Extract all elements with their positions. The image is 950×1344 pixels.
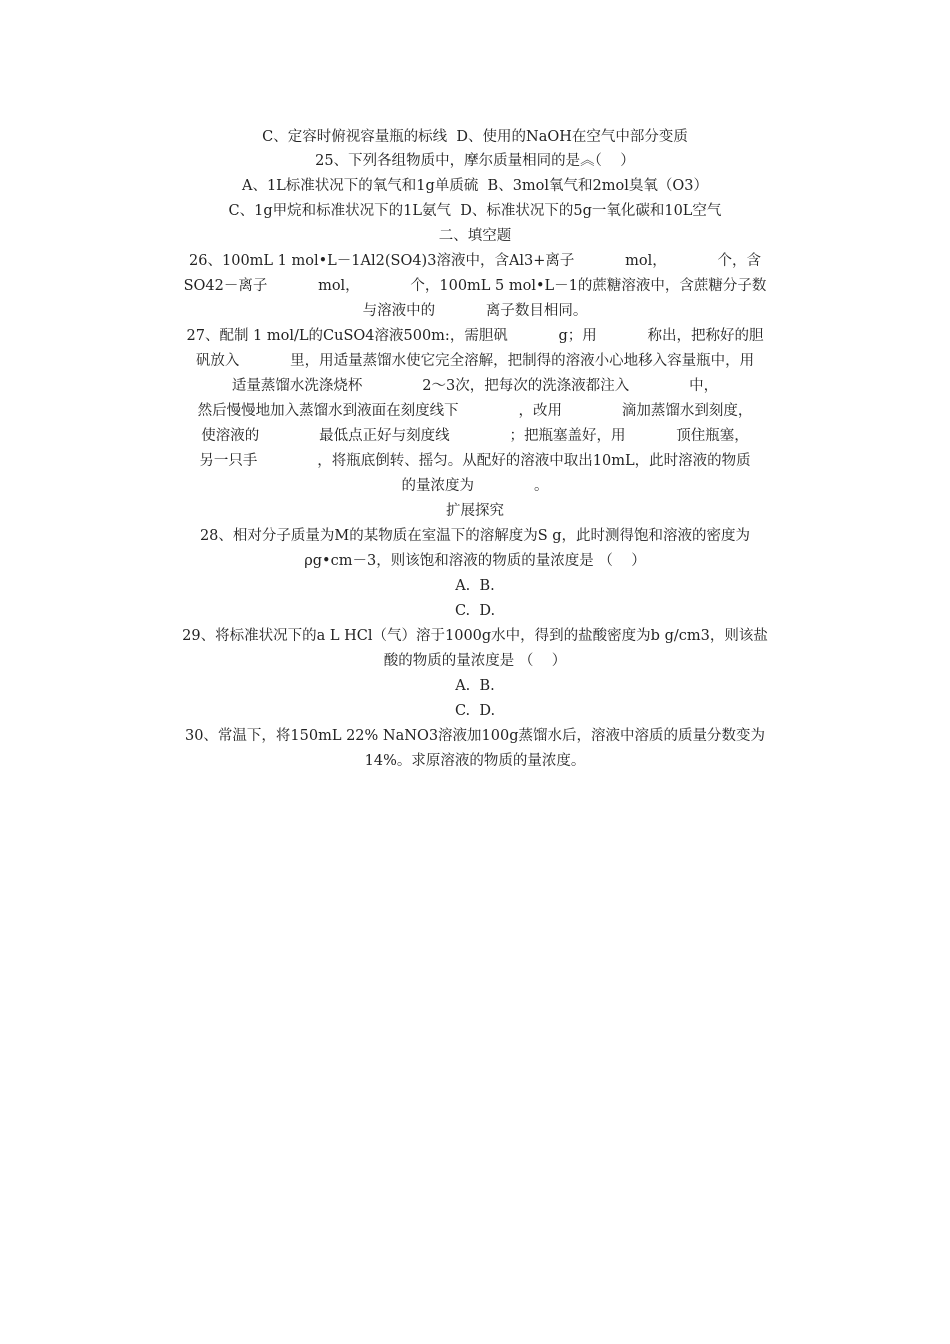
section-heading-extension: 扩展探究: [446, 503, 504, 519]
text-line-q28-options-cd: C. D.: [454, 603, 496, 619]
text-line-q30-stem2: 14%。求原溶液的物质的量浓度。: [364, 753, 586, 769]
text-line-q30-stem1: 30、常温下，将150mL 22% NaNO3溶液加100g蒸馏水后，溶液中溶质的质量分数变为: [184, 728, 766, 744]
section-heading-fill-in: 二、填空题: [438, 228, 512, 244]
text-line-q26-part1: 26、100mL 1 mol•L－1Al2(SO4)3溶液中，含Al3+离子 mol， 个，含: [189, 253, 761, 269]
text-line-q29-stem2: 酸的物质的量浓度是 （ ）: [383, 653, 567, 669]
text-line-q29-options-cd: C. D.: [454, 703, 496, 719]
text-line-q28-stem1: 28、相对分子质量为M的某物质在室温下的溶解度为S g，此时测得饱和溶液的密度为: [199, 528, 751, 544]
text-line-q29-options-ab: A. B.: [455, 678, 495, 694]
text-line-q29-stem1: 29、将标准状况下的a L HCl（气）溶于1000g水中，得到的盐酸密度为b g/cm3，则该盐: [182, 628, 768, 644]
text-line-q27-part4: 然后慢慢地加入蒸馏水到液面在刻度线下 ，改用 滴加蒸馏水到刻度，: [197, 403, 753, 419]
text-line-q26-part3: 与溶液中的 离子数目相同。: [362, 303, 588, 319]
text-line-q27-part6: 另一只手 ，将瓶底倒转、摇匀。从配好的溶液中取出10mL，此时溶液的物质: [199, 453, 751, 469]
text-line-q25-options-ab: A、1L标准状况下的氧气和1g单质硫 B、3mol氧气和2mol臭氧（O3）: [241, 178, 708, 194]
text-line-q25-stem: 25、下列各组物质中，摩尔质量相同的是︽（ ）: [315, 153, 635, 169]
text-line-q27-part1: 27、配制 1 mol/L的CuSO4溶液500m:，需胆矾 g；用 称出，把称好的胆: [186, 328, 764, 344]
text-line-q28-stem2: ρg•cm－3，则该饱和溶液的物质的量浓度是 （ ）: [304, 553, 646, 569]
text-line-q27-part5: 使溶液的 最低点正好与刻度线 ；把瓶塞盖好，用 顶住瓶塞，: [201, 428, 749, 444]
text-line-q27-part7: 的量浓度为 。: [401, 478, 549, 494]
text-line-q25-options-cd: C、1g甲烷和标准状况下的1L氨气 D、标准状况下的5g一氧化碳和10L空气: [228, 203, 722, 219]
text-line-q27-part3: 适量蒸馏水洗涤烧杯 2～3次，把每次的洗涤液都注入 中，: [231, 378, 719, 394]
text-line-q26-part2: SO42－离子 mol， 个，100mL 5 mol•L－1的蔗糖溶液中，含蔗糖分子数: [183, 278, 767, 294]
text-line-q28-options-ab: A. B.: [455, 578, 495, 594]
text-line-option-cd-q24: C、定容时俯视容量瓶的标线 D、使用的NaOH在空气中部分变质: [262, 129, 688, 145]
text-line-q27-part2: 矾放入 里，用适量蒸馏水使它完全溶解，把制得的溶液小心地移入容量瓶中，用: [195, 353, 755, 369]
